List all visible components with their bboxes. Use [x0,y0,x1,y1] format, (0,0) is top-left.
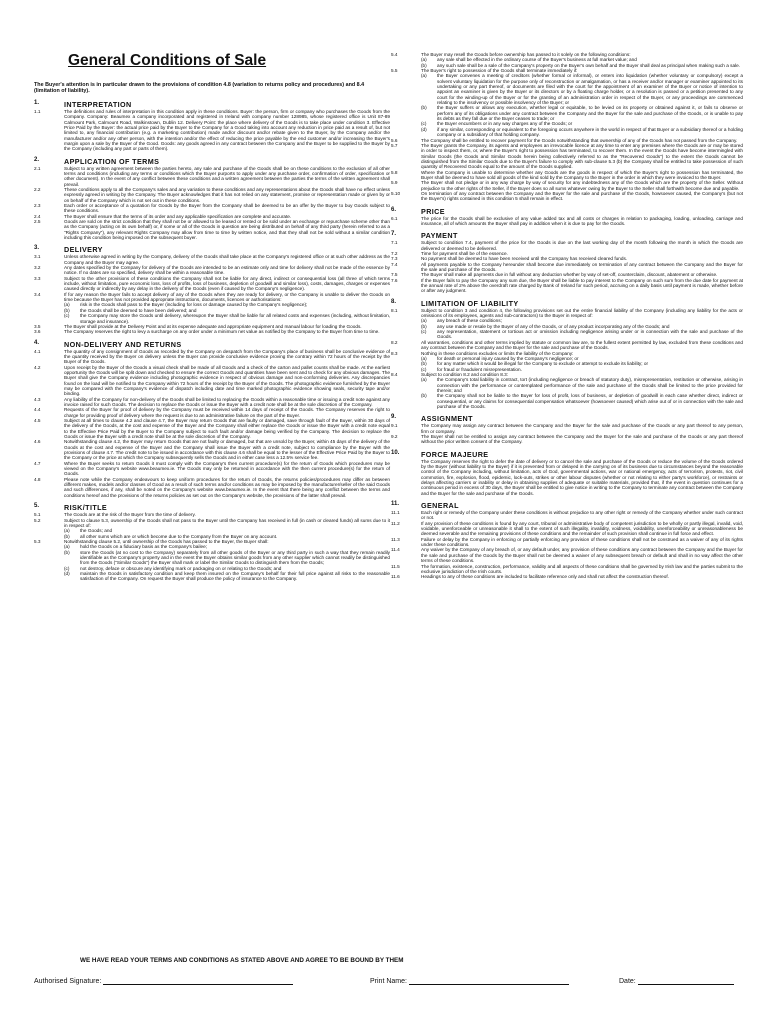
clause-text: Notwithstanding clause 5.2, until ownership of the Goods has passed to the Buyer, the Buyer shall: [64,538,269,544]
clause [391,537,743,548]
clause-text: the Buyer suffers or allows any execution, whether legal or equitable, to be levied on its property or obtained against it, or fails to observe or perform any of its obligations under any contract between the Company and the Buyer for the sale and purchase of the Goods, or is unable to pay its debts as they fall due or the Buyer ceases to trade; or [437,105,743,122]
clause-number: 3.5 [34,323,41,329]
clause-number: 8.1 [391,307,398,313]
clause-number: 4.7 [34,460,41,466]
clause-number: 11.1 [391,510,400,516]
clause-text: The quantity of any consignment of Goods as recorded by the Company on despatch from the Company's place of business shall be conclusive evidence of the quantity received by the Buyer on delivery unless the Buyer can provide conclusive evidence proving the contrary within 72 hours of the receipt by the Buyer of the Goods. [64,348,390,365]
clause-number: 4.2 [34,364,41,370]
section-heading [391,300,743,308]
section-number: 2. [34,156,40,163]
clause-number: (c) [64,565,70,571]
clause [34,418,390,439]
clause-number: 5.8 [391,169,398,175]
clause-number: (a) [421,73,427,79]
clause-number: 3.1 [34,254,41,260]
clause-number: 5.3 [34,538,41,544]
clause-text: any representation, statement or tortious act or omission including negligence arising under or in connection with the sale and purchase of the Goods. [437,329,743,340]
clause-number: (d) [421,126,427,132]
clause-text: Notwithstanding clause 4.2, the Buyer may return Goods that are not faulty or damaged, but that are unsold by the Buyer, within 45 days of the delivery of the Goods at the cost and expense of the Buyer and the Company shall issue the Buyer with a credit note, subject to compliance by the Buyer with the provisions of clause 4.7. The credit note to be issued in accordance with this clause 4.6 shall be equal to the lesser of the Effective Price Paid by the Buyer to the Company or the price at which the Company subsequently sells the Goods and in either case less a 12.5% service fee. [64,439,390,461]
date-line[interactable] [638,977,734,985]
clause-number: 2.5 [34,219,41,224]
section-heading [34,101,390,109]
clause-text: The Buyer grants the Company, its agents and employees an irrevocable licence at any time to enter any premises where the Goods are or may be stored in order to inspect them, or, where the Buyer's right to possession has terminated, to recover them. In the event the Goods have become intermingled with Similar Goods (the Goods and Similar Goods herein being collectively referred to as the "Recovered Goods") to the extent the Goods cannot be distinguished from the Similar Goods due to the Buyer's failure to comply with sub-clause 5.3 (b) the Company shall be entitled to take possession of such quantity of Recovered Goods equal to the amount of the Goods supplied. [421,142,743,170]
left-column [34,52,390,582]
section-title: INTERPRETATION [64,99,132,109]
sub-clause [64,571,390,582]
clause-text: hold the Goods on a fiduciary basis as the Company's bailee; [80,544,208,550]
attention-notice: The Buyer's attention is in particular drawn to the provisions of condition 4.8 (variation to returns policy and procedures) and 8.4 (limitation of liability). [34,82,365,95]
clause-text: The Buyer shall make all payments due in full without any deduction whether by way of set-off, counterclaim, discount, abatement or otherwise. [421,272,718,278]
clause-text: Any liability of the Company for non-delivery of the Goods shall be limited to replacing the Goods within a reasonable time or issuing a credit note against any invoice raised for such Goods. The decision to replace the Goods or issue the Buyer with a credit note shall be at the sole discretion of the Company. [64,396,390,407]
acknowledgement-statement: WE HAVE READ YOUR TERMS AND CONDITIONS AS STATED ABOVE AND AGREE TO BE BOUND BY THEM [80,957,404,964]
clause-text: The Company may assign any contract between the Company and the Buyer for the sale and purchase of the Goods or any part thereof to any person, firm or company. [421,423,743,434]
clause [391,564,743,575]
clause-text: for death or personal injury caused by the Company's negligence; or [437,355,579,361]
clause [34,477,390,498]
clause-text: Failure or delay by the Company in enforcing or partially enforcing any provision of these conditions shall not be construed as a waiver of any of its rights under these conditions. [421,536,743,548]
clause-number: (b) [421,323,427,329]
clause-number: 8.4 [391,371,398,377]
clause [391,459,743,496]
section-number: 4. [34,339,40,346]
clause-number: (a) [421,318,427,324]
clause-number: (c) [421,121,427,127]
clause-text: Each right or remedy of the Company under these conditions is without prejudice to any other right or remedy of the Company whether under such contract or not. [421,510,743,521]
clause [391,423,743,434]
clause [34,203,390,214]
clause-text: Time for payment shall be of the essence. [421,251,508,256]
clause-text: Subject to any written agreement between the parties hereto, any sale and purchase of the Goods shall be on these conditions to the exclusion of all other terms and conditions (including any terms or conditions which the Buyer purports to apply under any purchase order, confirmation of order, specification or other document). In the event of any conflict between these conditions and a written agreement between the parties the terms of the written agreement shall prevail. [64,165,390,187]
clause-text: These conditions apply to all the Company's sales and any variation to these conditions and any representations about the Goods shall have no effect unless expressly agreed in writing by the Company. The Buyer acknowledges that it has not relied on any statement, promise or representation made or given by or on behalf of the Company which is not set out in these conditions. [64,186,390,203]
clause-number: 2.2 [34,186,41,192]
print-name-field[interactable] [370,977,569,985]
clause [391,191,743,202]
right-column-clauses [391,52,743,580]
clause-number: (c) [64,313,70,319]
clause-text: Goods are sold on the strict condition that they shall not be or allowed to be leased or rented or be sold under an exchange or repurchase scheme other than as the Company (acting on its own behalf) or, if some or all of the Goods in question are being distributed on behalf of any third party (herein referred to as a "Rights Company"), any relevant Rights Company may allow from time to time by written notice, and that they shall not be sold without a similar condition including this condition being imposed on the subsequent buyer. [64,219,390,241]
section-heading [34,158,390,166]
clause-number: 4.5 [34,418,41,423]
clause [34,461,390,477]
section-number: 3. [34,245,40,252]
clause-number: 11.4 [391,547,400,553]
clause-number: 4.3 [34,396,41,402]
clause-text: the Buyer encumbers or in any way charges any of the Goods; or [437,121,573,127]
clause-text: The Company reserves the right to defer the date of delivery or to cancel the sale and purchase of the Goods or reduce the volume of the Goods ordered by the Buyer (without liability to the Buyer) if it is prevented from or delayed in the carrying on of its business due to circumstances beyond the reasonable control of the Company including, without limitation, acts of God, governmental actions, war or national emergency, acts of terrorism, protests, riot, civil commotion, fire, explosion, flood, epidemic, lock-outs, strikes or other labour disputes (whether or not relating to either party's workforce), or restraints or delays affecting carriers or inability or delay in obtaining supplies of adequate or suitable materials, provided that, if the event in question continues for a continuous period in excess of 30 days, the Buyer shall be entitled to give notice in writing to the Company to terminate any contract between the Company and the Buyer for the sale and purchase of the Goods. [421,458,743,496]
date-field[interactable] [619,977,734,985]
clause-number: 7.4 [391,261,398,267]
section-title: FORCE MAJEURE [421,449,489,459]
clause-number: 5.9 [391,180,398,186]
clause-number: (b) [421,361,427,367]
clause-text: Subject to the other provisions of these conditions the Company shall not be liable for any direct, indirect or consequential loss (all three of which terms include, without limitation, pure economic loss, loss of profits, loss of business, depletion of goodwill and similar loss), costs, damages, charges or expenses caused directly or indirectly by any delay in the delivery of the Goods (even if caused by the Company's negligence). [64,275,390,292]
clause-text: Please note while the Company endeavours to keep uniform procedures for the return of Goods, the returns policies/procedures may differ as between different makes, models and/or classes of Good as a result of such terms and/or conditions as may be imposed by the manufacturer/seller of the said Goods and such differences, if any, shall be noted on the Company's website www.beaumex.ie. In the event that there being any conflict between the terms and conditions hereof and the provisions of the returns policies as set out on the Company's website, the provisions of the latter shall prevail. [64,476,390,498]
section-title: ASSIGNMENT [421,414,473,424]
section-number: 5. [34,503,40,510]
clause-number: 9.1 [391,423,398,429]
sub-clause [64,550,390,566]
section-number: 1. [34,99,40,106]
clause [391,216,743,227]
signature-label: Authorised Signature: [34,978,102,985]
clause-text: If for any reason the Buyer fails to accept delivery of any of the Goods when they are ready for delivery, or the Company is unable to deliver the Goods on time because the Buyer has not provided appropriate instructions, documents, licences or authorisations: [64,291,390,303]
clause [391,510,743,521]
clause [391,180,743,191]
clause-number: 6.1 [391,215,398,221]
section-number: 9. [391,414,397,421]
clause-number: 8.3 [391,350,398,356]
clause-number: 4.8 [34,476,41,482]
print-name-line[interactable] [409,977,569,985]
section-heading [391,208,743,216]
clause-text: the Company shall not be liable to the Buyer for loss of profit, loss of business, or depletion of goodwill in each case whether direct, indirect or consequential, or any claims for consequential compensation whatsoever (howsoever caused) which arise out of or in connection with the sale and purchase of the Goods. [437,393,743,409]
clause-text: On termination of any contract between the Company and the Buyer for the sale and purchase of the Goods, howsoever caused, the Company's (but not the Buyer's) rights contained in this condition 5 shall remain in effect. [421,190,743,202]
clause-number: 7.2 [391,251,398,256]
clause-text: If the Buyer fails to pay the Company any sum due, the Buyer shall be liable to pay interest to the Company on such sum from the due date for payment at the annual rate of 2% above the overdraft rate charged by Bank of Ireland for such period, accruing on a daily basis until payment is made, whether before or after any judgment. [421,277,743,294]
clause-text: the Goods shall be deemed to have been delivered; and [80,307,197,313]
clause-text: The Buyer shall not be entitled to assign any contract between the Company and the Buyer for the sale and purchase of the Goods or any part thereof without the prior written consent of the Company. [421,433,743,445]
clause-text: risk in the Goods shall pass to the Buyer (including for loss or damage caused by the Company's negligence); [80,302,308,308]
clause-text: the Company may store the Goods until delivery, whereupon the Buyer shall be liable for all related costs and expenses (including, without limitation, storage and insurance). [80,313,390,324]
clause-text: Upon receipt by the Buyer of the Goods a visual check shall be made of all Goods and a check of the carton and pallet counts shall be made. At the earliest opportunity the Goods will be split down and checked to ensure the correct Goods and quantities have been sent and to check for any obvious damages. The Buyer shall give the Company evidence including photographic evidence in respect of obvious damage and non-conforming deliveries. Any discrepancies found on the load will be notified to the Company within 72 hours of the receipt by the Buyer of the Goods. The photographic evidence furnished by the Buyer may be compared with the Company's evidence of dispatch including date and time marked photographic evidence showing seals, security tape and/or binding. [64,364,390,397]
section-heading [34,246,390,254]
clause [34,349,390,365]
clause-text: Any waiver by the Company of any breach of, or any default under, any provision of these conditions any contract between the Company and the Buyer for the sale and purchase of the Goods by the Buyer shall not be deemed a waiver of any subsequent breach or default and shall in no way affect the other terms of these conditions. [421,547,743,564]
clause-text: Where the Company is unable to determine whether any Goods are the goods in respect of which the Buyer's right to possession has terminated, the Buyer shall be deemed to have sold all goods of the kind sold by the Company to the Buyer in the order in which they were invoiced to the Buyer. [421,169,743,180]
section-heading [391,415,743,423]
clause-text: The definitions and rules of interpretation in this condition apply in these conditions. Buyer: the person, firm or company who purchases the Goods from the Company. Company: Beaumex a company incorporated and registered in Ireland with company number 128985, whose registered office is Unit 87-89 Calmount Park, Calmount Road, Walkinstown, Dublin 12. Delivery Point: the place where delivery of the Goods is to take place under condition 3. Effective Price Paid by the Buyer: the actual price paid by the Buyer to the Company for a Good taking into account any reduction in price paid as a result of, but not limited to, any financial contribution (e.g. a marketing contribution) made and/or discount and/or rebate given to the Buyer, by the Company and/or the manufacturer and/or any other person, with the intention and/or the effect of reducing the price payable by the end customer and/or increasing the Buyer's margin upon a sale by the Buyer of the Good. Goods: any goods agreed in any contract between the Company and the Buyer to be supplied to the Buyer by the Company (including any part or parts of them). [64,108,390,152]
clause-text: Subject to clause 5.3, ownership of the Goods shall not pass to the Buyer until the Company has received in full (in cash or cleared funds) all sums due to it in respect of: [64,517,390,528]
print-name-label: Print Name: [370,978,407,985]
clause-text: If any provision of these conditions is found by any court, tribunal or administrative body of competent jurisdiction to be wholly or partly illegal, invalid, void, voidable, unenforceable or unreasonable it shall to the extent of such illegality, invalidity, voidness, voidability, unenforceability or unreasonableness be deemed severable and the remaining provisions of these conditions and the remainder of such provision shall continue in full force and effect. [421,520,743,537]
clause-text: The Buyer shall ensure that the terms of its order and any applicable specification are complete and accurate. [64,213,292,219]
section-heading [34,341,390,349]
clause-text: The Company shall be entitled to recover payment for the Goods notwithstanding that ownership of any of the Goods has not passed from the Company. [421,137,738,143]
clause-number: 11.3 [391,536,400,542]
clause-number: 5.5 [391,68,398,74]
clause [34,276,390,292]
clause-text: any sale shall be effected in the ordinary course of the Buyer's business at full market value; and [437,57,637,63]
clause-text: The Buyer may resell the Goods before ownership has passed to it solely on the following conditions: [421,52,631,57]
clause-number: (b) [64,307,70,313]
clause [391,278,743,294]
clause [34,219,390,240]
clause-number: 5.6 [391,137,398,143]
clause-text: Nothing in these conditions excludes or limits the liability of the Company: [421,350,574,356]
section-heading [34,504,390,512]
clause-number: (d) [64,570,70,576]
clause-text: Subject to condition 7.4, payment of the price for the Goods is due on the last working day of the month following the month in which the Goods are delivered or deemed to be delivered. [421,240,743,251]
section-heading [391,451,743,459]
clause-number: 7.3 [391,256,398,262]
clause-number: (a) [421,377,427,383]
section-number: 6. [391,206,397,213]
clause-text: any breach of these conditions; [437,318,502,324]
clause-number: 5.1 [34,512,41,518]
clause [391,143,743,170]
clause [34,407,390,418]
clause-number: 3.2 [34,265,41,271]
clause-text: any such sale shall be a sale of the Company's property on the Buyer's own behalf and the Buyer shall deal as principal when making such a sale. [437,62,741,68]
clause-text: Any dates specified by the Company for delivery of the Goods are intended to be an estimate only and time for delivery shall not be made of the essence by notice. If no dates are so specified, delivery shall be within a reasonable time. [64,265,390,276]
clause [391,308,743,319]
clause [34,166,390,187]
clause-text: Each order or acceptance of a quotation for Goods by the Buyer from the Company shall be deemed to be an offer by the Buyer to buy Goods subject to these conditions. [64,202,390,214]
clause-number: 11.5 [391,563,400,569]
clause-number: (a) [421,355,427,361]
clause [34,187,390,203]
clause-text: All payments payable to the Company hereunder shall become due immediately on termination of any contract between the Company and the Buyer for the sale and purchase of the Goods. [421,261,743,273]
clause-text: store the Goods (at no cost to the Company) separately from all other goods of the Buyer or any third party in such a way that they remain readily identifiable as the Company's property and in the event the Buyer obtains similar goods from any other supplier which cannot readily be distinguished from the Goods ("Similar Goods") the Buyer shall mark or label the Similar Goods to distinguish them from the Goods; [80,549,390,566]
clause-text: The Buyer shall provide at the Delivery Point and at its expense adequate and appropriate equipment and manual labour for loading the Goods. [64,323,362,329]
clause [391,262,743,273]
clause-text: Headings to any of these conditions are included to facilitate reference only and shall not affect the construction thereof. [421,574,669,580]
clause-number: 4.6 [34,439,41,445]
sub-clause [421,105,743,121]
section-title: LIMITATION OF LIABILITY [421,298,519,308]
clause [34,292,390,303]
clause [34,518,390,529]
clause [391,340,743,351]
clause-text: The formation, existence, construction, performance, validity and all aspects of these conditions shall be governed by Irish law and the parties submit to the exclusive jurisdiction of the Irish courts. [421,563,743,574]
clause-text: the Buyer convenes a meeting of creditors (whether formal or informal), or enters into liquidation (whether voluntary or compulsory) except a solvent voluntary liquidation for the purpose only of reconstruction or amalgamation, or has a receiver and/or manager or examiner appointed to its undertaking or any part thereof, or documents are filed with the court for the appointment of an examiner of the Buyer or notice of intention to appoint an examiner is given by the Buyer or its directors or by a floating charge holder, or a resolution is passed or a petition presented to any court for the winding-up of the Buyer or for the granting of an administration order in respect of the Buyer, or any proceedings are commenced relating to the insolvency or possible insolvency of the Buyer; or [437,73,743,106]
clause-text: the Goods; and [80,528,113,534]
clause [34,439,390,460]
sub-clause [421,393,743,409]
clause-number [391,459,421,496]
clause-number: 11.6 [391,574,400,580]
clause-number: 3.3 [34,275,41,281]
clause-number: 5.7 [391,142,398,148]
section-title: DELIVERY [64,245,103,255]
signature-footer [34,957,744,991]
section-title: RISK/TITLE [64,503,108,513]
clause-number: 8.2 [391,339,398,345]
clause-number: 2.3 [34,202,41,208]
clause-number: (a) [421,57,427,63]
clause-text: All warranties, conditions and other terms implied by statute or common law are, to the fullest extent permitted by law, excluded from these conditions and any contract between the Company and the Buyer for the sale and purchase of the Goods. [421,339,743,351]
clause-number: 4.1 [34,348,41,354]
sub-clause [421,377,743,393]
section-title: PRICE [421,206,445,216]
clause [34,329,390,334]
clause-number: (b) [64,549,70,555]
date-label: Date: [619,978,636,985]
clause-text: Unless otherwise agreed in writing by the Company, delivery of the Goods shall take place at the Company's registered office or at such other address as the Company and the Buyer may agree. [64,254,390,265]
clause-text: for any matter which it would be illegal for the Company to exclude or attempt to exclude its liability; or [437,361,649,367]
clause [391,521,743,537]
clause-text: The Buyer shall not pledge or in any way charge by way of security for any indebtedness any of the Goods which are the property of the Seller. Without prejudice to the other rights of the Seller, if the Buyer does so all sums whatever owing by the Buyer to the Seller shall forthwith become due and payable. [421,180,743,191]
clause [34,265,390,276]
clause-text: The price for the Goods shall be exclusive of any value added tax and all costs or charges in relation to packaging, loading, unloading, carriage and insurance, all of which amounts the Buyer shall pay in addition when it is due to pay for the Goods. [421,215,743,226]
clause-text: for fraud or fraudulent misrepresentation. [437,366,522,372]
section-title: GENERAL [421,501,459,511]
sub-clause [421,127,743,138]
clause-text: if any similar, corresponding or equivalent to the foregoing occurs anywhere in the world in respect of that Buyer or a subsidiary thereof or a holding company or a subsidiary of that holding company. [437,126,743,138]
section-number: 7. [391,231,397,238]
signature-field[interactable] [34,977,293,985]
section-heading [391,502,743,510]
clause-number: 7.6 [391,277,398,283]
clause-text: Subject to condition 3 and condition 4, the following provisions set out the entire financial liability of the Company (including any liability for the acts or omissions of its employees, agents and sub-contractors) to the Buyer in respect of: [421,307,743,319]
section-title: APPLICATION OF TERMS [64,156,160,166]
right-column [391,52,743,580]
clause-text: Requests of the Buyer for proof of delivery by the Company must be received within 14 days of receipt of the Goods. The Company reserves the right to charge for providing proof of delivery where the request is due to an administrative failure on the part of the Buyer. [64,407,390,418]
clause [34,109,390,152]
clause-text: The Company reserves the right to levy a surcharge on any order under a minimum net value as notified by the Company to the Buyer from time to time. [64,329,380,335]
clause-text: maintain the Goods in satisfactory condition and keep them insured on the Company's behalf for their full price against all risks to the reasonable satisfaction of the Company. On request the Buyer shall produce the policy of insurance to the Company. [80,570,390,582]
clause [391,574,743,579]
section-title: PAYMENT [421,231,458,241]
clause-number: 9.2 [391,433,398,439]
clause-number: (c) [421,366,427,372]
clause-number: (b) [421,62,427,68]
clause-text: The Buyer's right to possession of the Goods shall terminate immediately if: [421,68,578,74]
clause-number: 5.4 [391,52,398,57]
document-title: General Conditions of Sale [68,52,267,69]
clause-text: not destroy, deface or obscure any identifying mark or packaging on or relating to the Goods; and [80,565,282,571]
section-number: 10. [391,449,400,456]
clause-number: 2.4 [34,213,41,219]
clause-number: 4.4 [34,407,41,413]
clause-number: 5.2 [34,517,41,523]
section-number: 11. [391,501,400,508]
signature-line[interactable] [103,977,293,985]
clause [34,254,390,265]
clause [391,170,743,181]
clause-number: (b) [421,393,427,399]
clause [34,365,390,397]
clause [391,547,743,563]
clause-number: (a) [64,528,70,534]
clause-text: Subject to condition 8.2 and condition 8.3: [421,371,509,377]
clause [391,434,743,445]
sub-clause [421,329,743,340]
clause-text: all other sums which are or which become due to the Company from the Buyer on any account. [80,533,278,539]
clause-text: Where the Buyer seeks to return Goods it must comply with the Company's then current procedure(s) for the return of Goods which procedures may be viewed on the Company's website www.beaumex.ie. The Goods may only be returned in accordance with the then current procedure(s) for the return of Goods. [64,460,390,477]
clause-number: (c) [421,329,427,335]
clause-number: 3.4 [34,291,41,297]
clause-number: 11.2 [391,520,400,526]
clause-text: No payment shall be deemed to have been received until the Company has received cleared funds. [421,256,628,262]
section-title: NON-DELIVERY AND RETURNS [64,339,182,349]
clause-number: 5.10 [391,190,401,196]
section-heading [391,232,743,240]
clause-text: The Goods are at the risk of the Buyer from the time of delivery. [64,512,196,518]
sub-clause [421,73,743,105]
clause-text: the Company's total liability in contract, tort (including negligence or breach of statutory duty), misrepresentation, restitution or otherwise, arising in connection with the performance or contemplated performance of the sale and purchase of the Goods shall be limited to the price provided for therein; and [437,377,743,393]
clause-text: Subject at all times to clause 4.2 and clause 4.7, the Buyer may return Goods that are faulty or damaged, save through fault of the Buyer, within 30 days of the delivery of the Goods, at the cost and expense of the Buyer and the Company shall either replace the Goods or issue the Buyer with a credit note equal to the Effective Price Paid by the Buyer to the Company subject to such fault and/or damage being verified by the Company. The decision to replace the Goods or issue the Buyer with a credit note shall be at the sole discretion of the Company. [64,418,390,440]
clause-text: any use made or resale by the Buyer of any of the Goods, or of any product incorporating any of the Goods; and [437,323,670,329]
signature-row [34,977,744,991]
clause-number: (a) [64,544,70,550]
clause-number: 7.1 [391,240,398,246]
clause-number: (b) [421,105,427,111]
left-column-clauses [34,101,390,582]
clause-number: 2.1 [34,165,41,171]
sub-clause [64,313,390,324]
clause-number: (b) [64,533,70,539]
section-number: 8. [391,298,397,305]
clause-number: 7.5 [391,272,398,278]
clause [34,397,390,408]
clause [391,240,743,251]
clause-number: 3.6 [34,329,41,335]
clause-number: (a) [64,302,70,308]
clause-number: 1.1 [34,108,41,114]
